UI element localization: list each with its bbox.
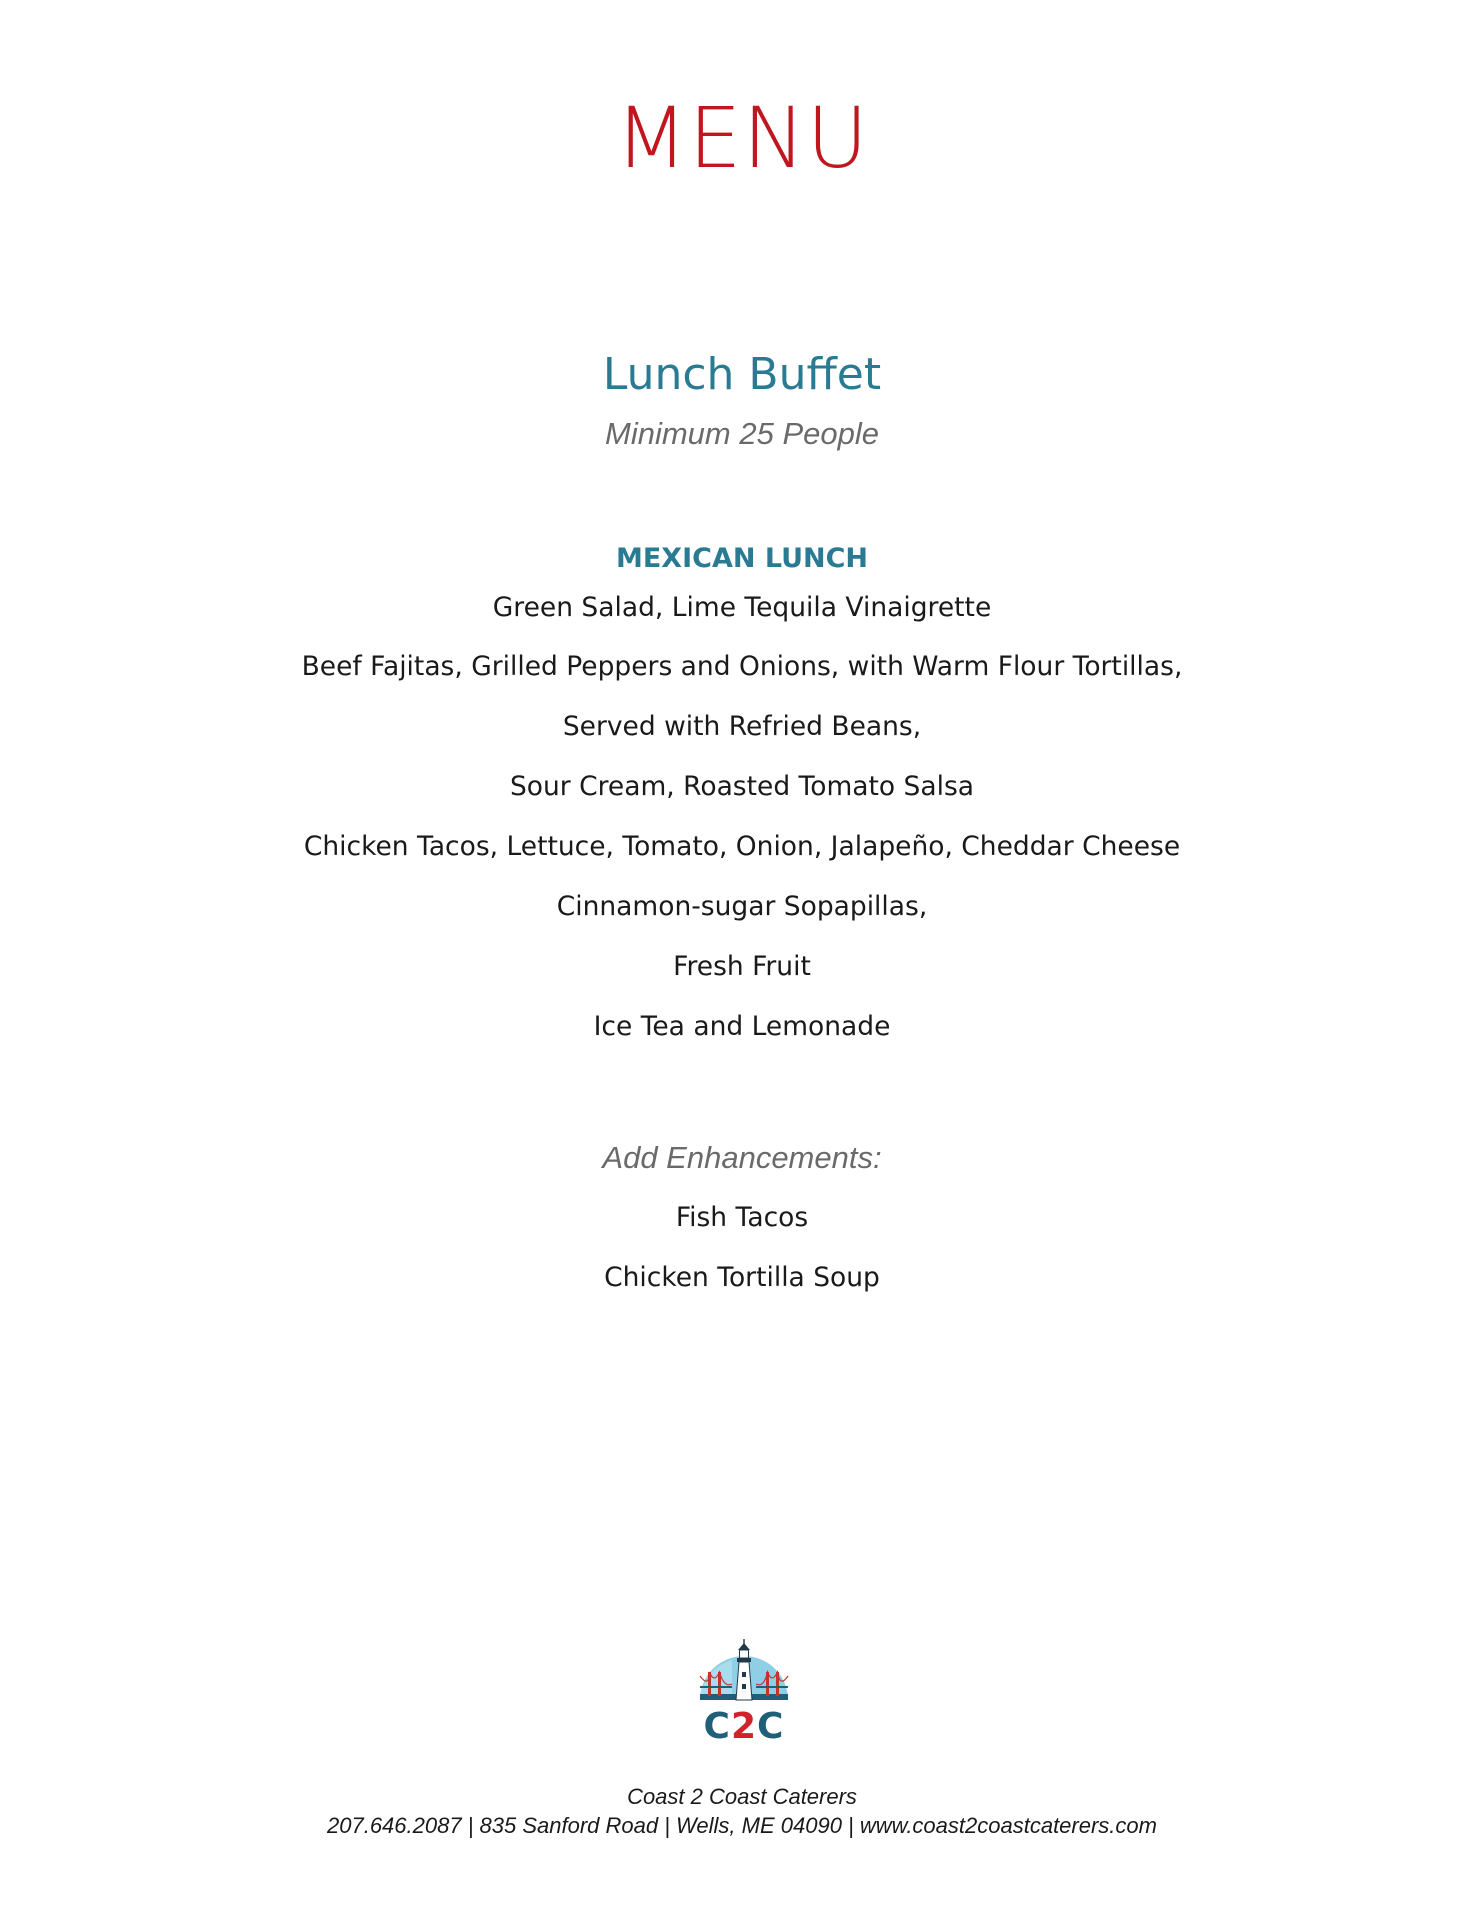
footer-contact: 207.646.2087 | 835 Sanford Road | Wells, ME 04090 | www.coast2coastcaterers.com [327, 1813, 1157, 1838]
menu-item: Green Salad, Lime Tequila Vinaigrette [492, 592, 992, 623]
footer-company: Coast 2 Coast Caterers [627, 1784, 857, 1809]
lighthouse-bridge-logo-icon [692, 1638, 796, 1742]
menu-item: Beef Fajitas, Grilled Peppers and Onions, with Warm Flour Tortillas, [301, 651, 1183, 682]
menu-item: Chicken Tacos, Lettuce, Tomato, Onion, Jalapeño, Cheddar Cheese [303, 831, 1181, 862]
enhancement-item: Fish Tacos [675, 1202, 809, 1233]
section-title: Lunch Buffet [602, 349, 882, 400]
company-logo [692, 1638, 796, 1742]
section-subtitle: Minimum 25 People [605, 416, 879, 451]
menu-item: Sour Cream, Roasted Tomato Salsa [509, 771, 975, 802]
enhancements-heading: Add Enhancements: [602, 1140, 882, 1175]
svg-text:C2C: C2C [703, 1706, 785, 1742]
page-title: MENU [615, 89, 869, 187]
course-heading: MEXICAN LUNCH [615, 543, 869, 574]
menu-item: Fresh Fruit [673, 951, 811, 982]
menu-item: Cinnamon-sugar Sopapillas, [556, 891, 928, 922]
enhancement-item: Chicken Tortilla Soup [604, 1262, 880, 1293]
menu-item: Ice Tea and Lemonade [593, 1011, 891, 1042]
menu-item: Served with Refried Beans, [562, 711, 922, 742]
